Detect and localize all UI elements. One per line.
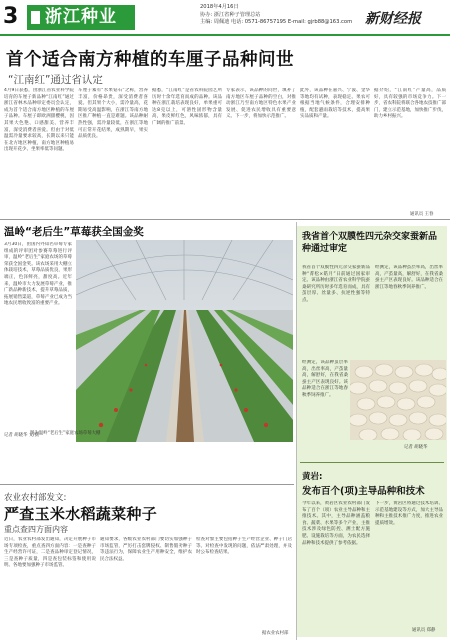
greenhouse-photo	[76, 240, 293, 442]
huangyan-col-1: 今年以来，黄岩区农业农村部门发布了百个（项）农业主导品种和主推技术。其中，主导品种涵盖粮食、蔬菜、水果等多个产业，主推技术涉及绿色防控、测土配方施肥、设施栽培等方面，为农民选择品种和技术提供了参考依据。	[302, 501, 370, 546]
lead-headline: 首个适合南方种植的车厘子品种问世	[6, 50, 294, 70]
lead-col-3: 据悉，“江南红”是省农科院园艺所历时十余年选育而成的品种。该品种在浙江栽培表现良好，单果重可达8克以上，可溶性固形物含量高，果皮鲜红色，风味浓郁，具有广阔的推广前景。	[152, 88, 222, 126]
lead-subheadline: “江南红”通过省认定	[8, 74, 103, 86]
seed-subheadline: 重点查四方面内容	[4, 525, 68, 534]
lead-col-1: 4月9日获悉，由浙江省农业科学院培育的车厘子新品种“江南红”通过浙江省林木品种审定委员会认定，成为首个适合南方地区种植的车厘子品种。车厘子即欧洲甜樱桃，因其果大色艳、口感甜美、营养丰富，深受消费者喜爱。但由于对低温需冷量要求较高，长期以来只能在北方地区种植，南方地区种植易出现开花少、坐果率低等问题。	[4, 88, 74, 153]
seed-credit: 据农业农村部	[262, 631, 289, 636]
header-rule	[0, 34, 450, 36]
cocoon-illustration	[350, 360, 446, 440]
silkworm-col-1: 我省首个双膜性四元杂交家蚕新品种“菁松×皓月”日前通过国家审定。该品种由浙江省农业科学院蚕桑研究所历时多年选育而成，具有茧层厚、丝量多、抗逆性强等特点。	[302, 265, 370, 303]
seed-col-3: 检查对象主要包括种子生产经营企业、种子门店等。对检查中发现的问题，依法严肃处理，并及时公布检查结果。	[196, 537, 292, 556]
strawberry-text: 3月30日，由国内外知名草莓专家组成的评审团对参赛草莓进行评审，温岭“老后生”家庭农场的草莓荣获全国金奖。该农场采用大棚立体栽培技术，草莓品质优良，果形端正，色泽鲜亮，甜度高。近年来，温岭市大力发展草莓产业，推广新品种新技术，提升草莓品质，拓展销售渠道，草莓产业已成为当地农民增收致富的重要产业。	[4, 242, 72, 307]
lead-credit: 通讯员 王春	[410, 212, 434, 217]
seed-kicker: 农业农村部发文:	[4, 493, 67, 503]
newspaper-logo: 新财经报	[365, 11, 421, 27]
seed-col-1: 近日，农业农村部发出通知，决定开展种子市场专项检查，重点查四方面内容：一是查种子生产经营许可证，二是查品种审定登记情况，三是查种子质量，四是查包装标签和使用说明。各地要加强种子市场监管。	[4, 537, 96, 569]
seed-headline: 严查玉米水稻蔬菜种子	[4, 505, 158, 523]
lead-col-5: 此外，该品种在嘉兴、宁波、金华等地均有试种，表现稳定。果农可根据当地气候条件，合理安排种植，配套避雨栽培等技术，提高果实品质和产量。	[300, 88, 370, 120]
page-header	[0, 0, 450, 36]
huangyan-headline: 发布百个(项)主导品种和技术	[302, 486, 425, 497]
huangyan-credit: 通讯员 郑静	[412, 628, 436, 633]
box-divider	[300, 462, 444, 463]
issue-date: 2018年4月16日	[200, 4, 239, 10]
silkworm-headline: 我省首个双膜性四元杂交家蚕新品种通过审定	[302, 232, 438, 254]
section-divider	[0, 219, 450, 220]
photo-caption: 图为温岭“老后生”家庭农场草莓大棚	[30, 431, 101, 436]
section-marker	[31, 11, 40, 24]
lead-col-4: 专家表示，该品种的问世，填补了南方地区车厘子品种的空白，对推动浙江乃至南方地区特色水果产业发展、促进农民增收具有重要意义。下一步，将加快示范推广。	[226, 88, 296, 120]
lower-divider	[0, 484, 294, 485]
greenhouse-illustration	[76, 240, 293, 442]
seed-col-2: 通知要求，各级农业农村部门要切实加强种子市场监管，严厉打击套牌侵权、制售假劣种子等违法行为，保障农业生产用种安全，维护农民合法权益。	[100, 537, 192, 562]
column-rule	[296, 222, 297, 640]
lead-col-2: 车厘子素有“水果钻石”之称，营养丰富，价格昂贵，深受消费者喜爱。但其果个大小，需冷量高，花期易受高温影响，在浙江等南方地区推广种植一直是难题。该品种耐热性强，需冷量较低，在浙江等地可正常开花结果，成熟期早，果实品质优良。	[78, 88, 148, 140]
silkworm-col-2: 经测定，该品种茧层率高，出丝率高，产茧量高，解舒好，在我省桑蚕主产区表现良好。该品种适合在浙江等地春秋季饲养推广。	[375, 265, 443, 290]
header-info	[200, 4, 352, 27]
huangyan-label: 黄岩:	[302, 472, 323, 482]
editor-line: 协办: 浙江省种子管理总站	[200, 11, 261, 18]
section-title: 浙江种业	[45, 7, 117, 27]
silkworm-credit: 记者 胡晓华	[404, 445, 428, 450]
contact-line: 主编: 周佩迪 电话: 0571-86757195 E-mail: gjrb88@163.com	[200, 19, 353, 26]
huangyan-col-2: 下一步，黄岩区将通过技术培训、示范基地建设等方式，加大主导品种和主推技术推广力度，推进农业提质增效。	[375, 501, 443, 526]
strawberry-credit: 记者 胡晓华 文/摄	[4, 433, 40, 438]
strawberry-headline: 温岭“老后生”草莓获全国金奖	[4, 226, 144, 238]
section-band	[27, 5, 135, 30]
silkworm-col-3: 经测定，该品种茧层率高，出丝率高，产茧量高，解舒好，在我省桑蚕主产区表现良好。该品种适合在浙江等地春秋季饲养推广。	[302, 360, 348, 398]
cocoon-photo	[350, 360, 446, 440]
lead-col-6: 据介绍，“江南红”产量高，品质好，具有较强的市场竞争力。下一步，省农科院将联合各地农技推广部门，建立示范基地，加快推广步伐，助力乡村振兴。	[374, 88, 446, 120]
page-number: 3	[3, 4, 19, 29]
